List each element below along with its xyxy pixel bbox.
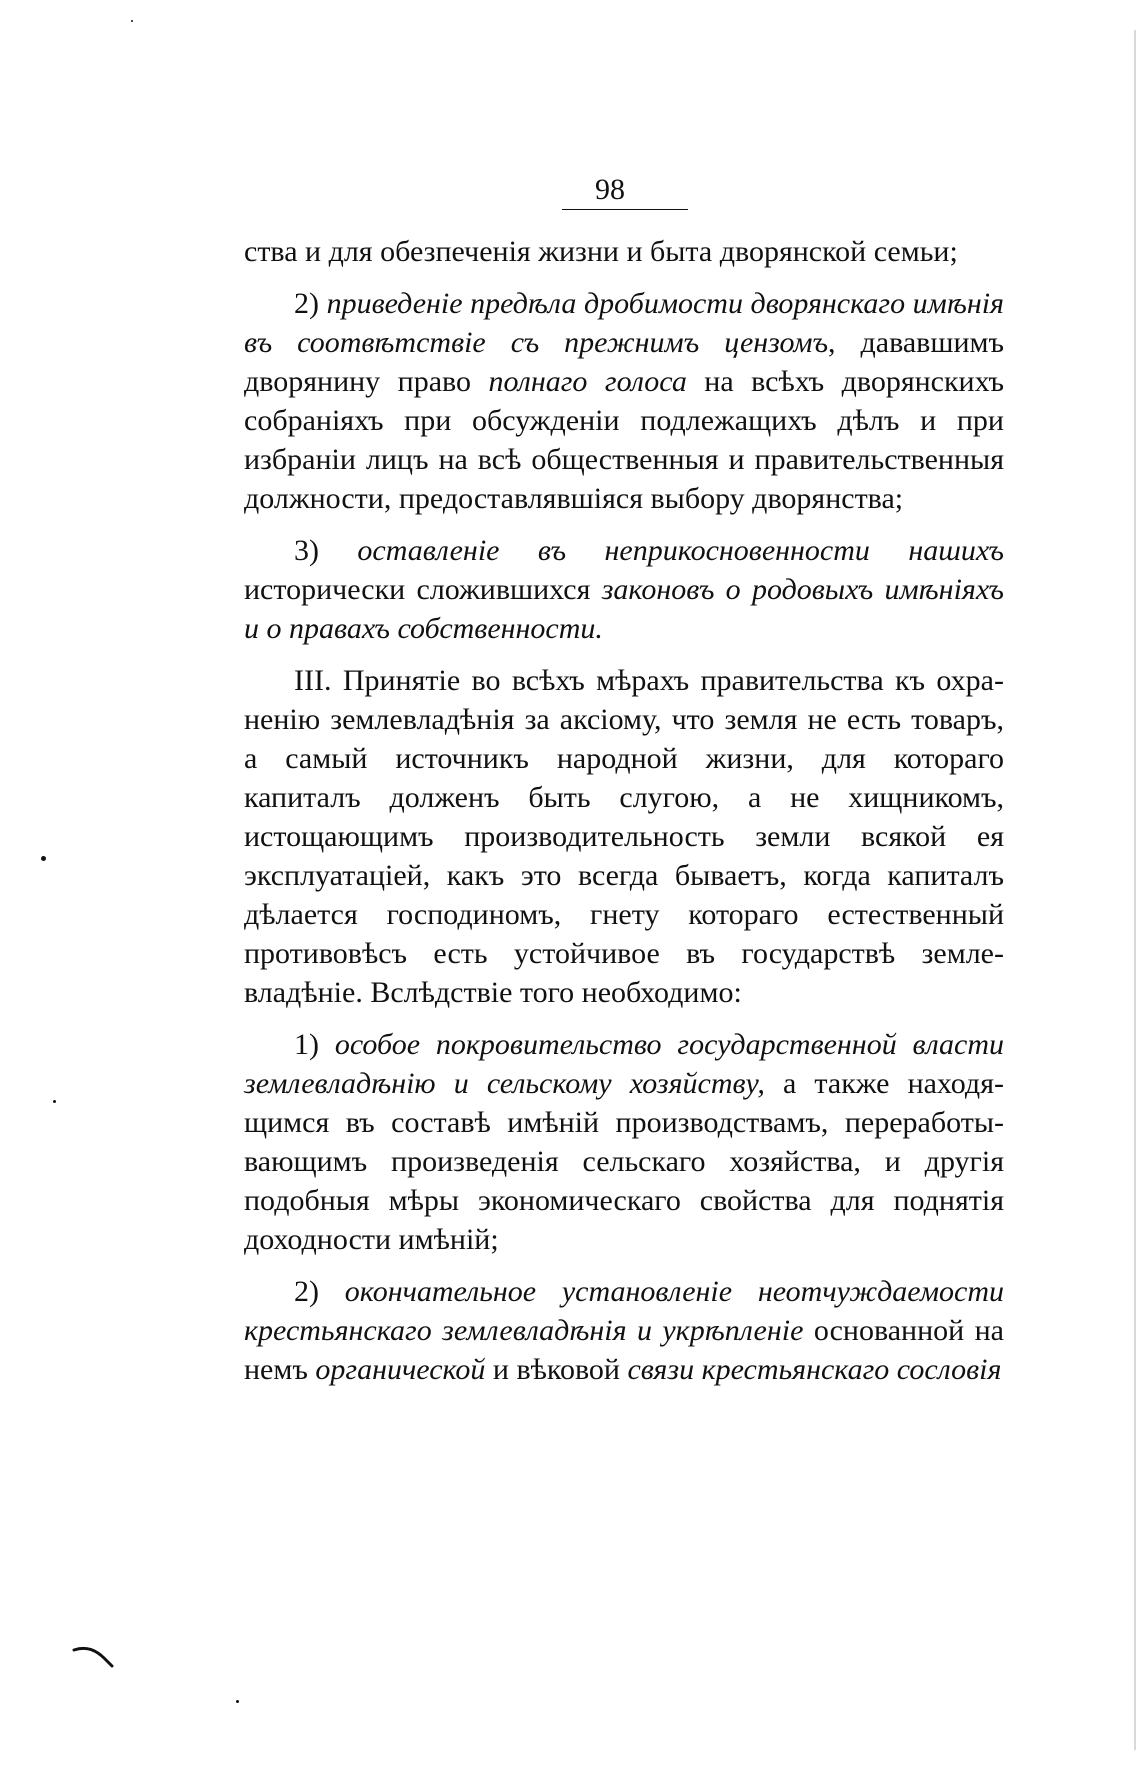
italic-text-run: органической xyxy=(315,1353,486,1386)
text-run: и вѣковой xyxy=(485,1353,628,1386)
text-run: III. Принятіе во всѣхъ мѣрахъ правительства къ охраненію землевладѣнія за аксіому, что земля не есть товаръ, а самый источникъ народной жизни, для котораго капиталъ долженъ быть слугою, а не хищникомъ, истощающимъ производительность земли всякой ея эксплуатаціей, какъ это всегда бываетъ, когда капиталъ дѣлается господиномъ, гнету котораго естественный противовѣсъ есть устойчивое въ государствѣ землевладѣніе. Вслѣдствіе того необходимо: xyxy=(244,664,1004,1009)
text-run: 3) xyxy=(294,534,358,567)
text-run: а также находящимся въ составѣ имѣній производствамъ, переработывающимъ произведенія сельскаго хозяйства, и другія подобныя мѣры экономическаго свойства для поднятія доходности имѣній; xyxy=(244,1067,1004,1256)
stray-ink-mark xyxy=(72,1644,116,1670)
italic-text-run: приведеніе предѣла дробимости дворянскаго имѣнія въ соотвѣтствіе съ прежнимъ цензомъ xyxy=(244,287,1004,359)
paragraph-item-3-inviolability xyxy=(244,531,1004,648)
ink-speck xyxy=(41,856,46,861)
page-edge-shadow xyxy=(1134,30,1136,1750)
text-run: 1) xyxy=(294,1028,335,1061)
ink-speck xyxy=(236,1700,239,1703)
text-run: основанной на немъ xyxy=(244,1314,1004,1386)
paragraph-continuation xyxy=(244,232,1004,271)
italic-text-run: оставленіе въ неприкосновенности нашихъ xyxy=(357,534,1004,567)
text-run: 2) xyxy=(294,287,327,320)
paragraph-item-2-noble-estate xyxy=(244,284,1004,518)
italic-text-run: законовъ о родовыхъ имѣніяхъ и о правахъ собственности. xyxy=(244,573,1004,645)
ink-speck xyxy=(131,20,133,22)
italic-text-run: полнаго голоса xyxy=(488,365,687,398)
paragraph-section-iii xyxy=(244,661,1004,1012)
text-run: исторически сложившихся xyxy=(244,573,602,606)
paragraph-item-2-peasant-land xyxy=(244,1272,1004,1389)
page-body xyxy=(244,232,1004,1402)
italic-text-run: окончательное установленіе неотчуждаемости крестьянскаго землевладѣнія и укрѣпленіе xyxy=(244,1275,1004,1347)
paragraph-item-1-protection xyxy=(244,1025,1004,1259)
italic-text-run: связи крестьянскаго сословія xyxy=(627,1353,1002,1386)
page-number: 98 xyxy=(595,173,625,206)
text-run: ства и для обезпеченія жизни и быта дворянской семьи; xyxy=(244,235,958,268)
header-rule xyxy=(562,209,688,210)
italic-text-run: особое покровительство государственной власти землевладѣнію и сельскому хозяйству, xyxy=(244,1028,1004,1100)
text-run: на всѣхъ дворянскихъ собраніяхъ при обсужденіи подлежащихъ дѣлъ и при избраніи лицъ на всѣ общественныя и правительственныя должности, предоставлявшіяся выбору дворянства; xyxy=(244,365,1004,515)
text-run: 2) xyxy=(294,1275,345,1308)
text-run: , дававшимъ дворянину право xyxy=(244,326,1004,398)
ink-speck xyxy=(53,1100,56,1103)
